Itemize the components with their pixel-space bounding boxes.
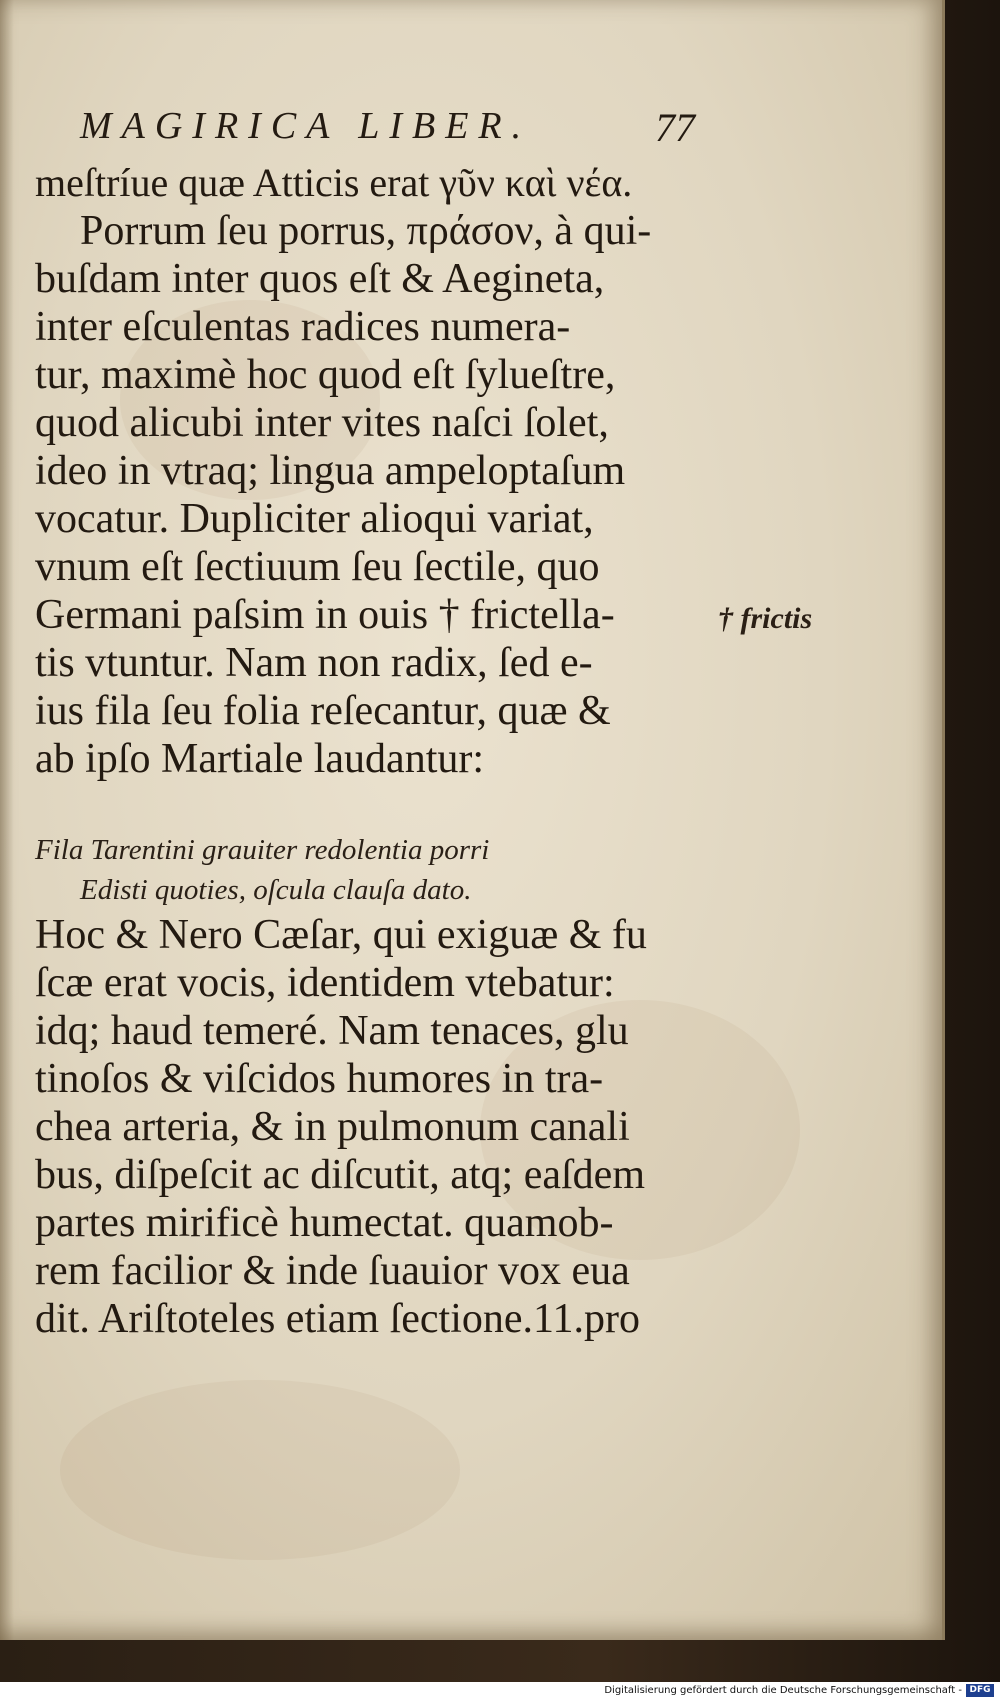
funding-credit: Digitalisierung gefördert durch die Deutsche Forschungsgemeinschaft -	[604, 1685, 962, 1696]
text-line: idq; haud temeré. Nam tenaces, glu	[35, 1008, 629, 1054]
text-line: partes mirificè humectat. quamob-	[35, 1200, 614, 1246]
text-line: buſdam inter quos eſt & Aegineta,	[35, 256, 605, 302]
text-line: meſtríue quæ Atticis erat γῦν καὶ νέα.	[35, 160, 633, 205]
text-line: vnum eſt ſectiuum ſeu ſectile, quo	[35, 544, 600, 590]
paper-stain	[60, 1380, 460, 1560]
text-line: Germani paſsim in ouis † frictella-	[35, 592, 615, 638]
text-line: ſcæ erat vocis, identidem vtebatur:	[35, 960, 615, 1006]
text-line: Porrum ſeu porrus, πράσον, à qui-	[80, 208, 652, 254]
running-head: MAGIRICA LIBER.	[80, 105, 532, 147]
margin-note: † frictis	[718, 602, 813, 635]
text-line: ab ipſo Martiale laudantur:	[35, 736, 485, 782]
text-line: inter eſculentas radices numera-	[35, 304, 571, 350]
page-number: 77	[655, 105, 695, 150]
dfg-logo: DFG	[966, 1684, 994, 1697]
text-line: dit. Ariſtoteles etiam ſectione.11.pro	[35, 1296, 640, 1342]
text-line: bus, diſpeſcit ac diſcutit, atq; eaſdem	[35, 1152, 645, 1198]
text-line: tur, maximè hoc quod eſt ſylueſtre,	[35, 352, 616, 398]
text-line: quod alicubi inter vites naſci ſolet,	[35, 400, 609, 446]
text-line: chea arteria, & in pulmonum canali	[35, 1104, 630, 1150]
verse-line: Fila Tarentini grauiter redolentia porri	[35, 834, 490, 866]
text-line: vocatur. Dupliciter alioqui variat,	[35, 496, 594, 542]
text-line: Hoc & Nero Cæſar, qui exiguæ & fu	[35, 912, 647, 958]
text-line: tis vtuntur. Nam non radix, ſed e-	[35, 640, 593, 686]
text-line: tinoſos & viſcidos humores in tra-	[35, 1056, 604, 1102]
verse-line: Edisti quoties, oſcula clauſa dato.	[80, 874, 472, 906]
text-line: ideo in vtraq; lingua ampeloptaſum	[35, 448, 626, 494]
text-line: ius fila ſeu folia reſecantur, quæ &	[35, 688, 611, 734]
text-line: rem facilior & inde ſuauior vox eua	[35, 1248, 630, 1294]
